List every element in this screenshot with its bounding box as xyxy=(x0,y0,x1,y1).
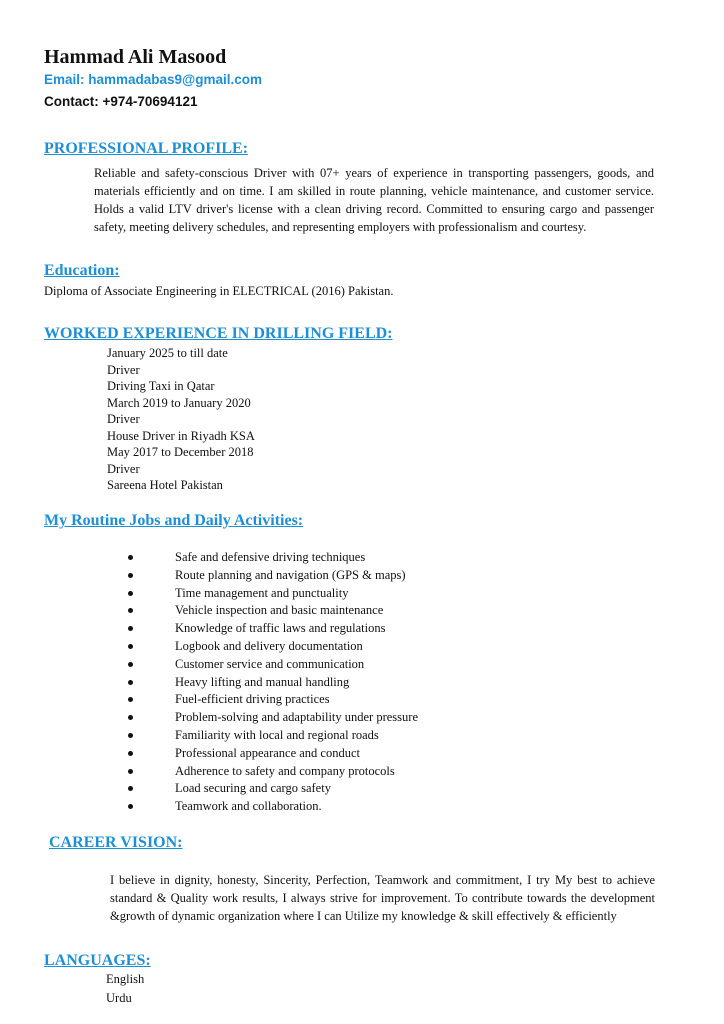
activity-item: Teamwork and collaboration. xyxy=(175,799,322,814)
bullet-icon xyxy=(128,804,133,809)
career-vision-heading: CAREER VISION: xyxy=(49,834,183,851)
bullet-icon xyxy=(128,591,133,596)
bullet-icon xyxy=(128,769,133,774)
contact-number: Contact: +974-70694121 xyxy=(44,94,198,109)
activity-item: Load securing and cargo safety xyxy=(175,781,331,796)
experience-heading: WORKED EXPERIENCE IN DRILLING FIELD: xyxy=(44,325,393,342)
bullet-icon xyxy=(128,555,133,560)
bullet-icon xyxy=(128,644,133,649)
bullet-icon xyxy=(128,573,133,578)
experience-line: March 2019 to January 2020 xyxy=(107,395,251,410)
experience-line: Driver xyxy=(107,412,140,426)
email-address: Email: hammadabas9@gmail.com xyxy=(44,72,262,87)
activity-item: Professional appearance and conduct xyxy=(175,745,360,760)
bullet-icon xyxy=(128,733,133,738)
bullet-icon xyxy=(128,662,133,667)
experience-line: January 2025 to till date xyxy=(107,346,228,360)
activity-item: Heavy lifting and manual handling xyxy=(175,674,350,689)
languages-heading: LANGUAGES: xyxy=(44,952,151,969)
activity-item: Fuel-efficient driving practices xyxy=(175,692,330,707)
experience-line: Sareena Hotel Pakistan xyxy=(107,478,223,492)
activity-item: Knowledge of traffic laws and regulations xyxy=(175,621,386,636)
activity-item: Customer service and communication xyxy=(175,656,365,671)
language-item: English xyxy=(106,972,145,986)
bullet-icon xyxy=(128,626,133,631)
activity-item: Safe and defensive driving techniques xyxy=(175,550,366,564)
candidate-name: Hammad Ali Masood xyxy=(44,46,227,68)
bullet-icon xyxy=(128,608,133,613)
career-vision-text: I believe in dignity, honesty, Sincerity, Perfection, Teamwork and commitment, I try My best to achieve standard & Quality work results, I always strive for improvement. To contribute towards the development &growth of dynamic organization where I can Utilize my knowledge & skill effectively & efficiently xyxy=(110,873,655,923)
professional-profile-text: Reliable and safety-conscious Driver with 07+ years of experience in transporting passengers, goods, and materials efficiently and on time. I am skilled in route planning, vehicle maintenance, and customer service. Holds a valid LTV driver's license with a clean driving record. Committed to ensuring cargo and passenger safety, meeting delivery schedules, and representing employers with professionalism and courtesy. xyxy=(94,166,654,234)
bullet-icon xyxy=(128,786,133,791)
education-heading: Education: xyxy=(44,262,120,279)
experience-line: Driver xyxy=(107,461,140,476)
activity-item: Route planning and navigation (GPS & maps) xyxy=(175,567,406,582)
language-item: Urdu xyxy=(106,991,132,1005)
activity-item: Adherence to safety and company protocols xyxy=(175,763,395,778)
activities-heading: My Routine Jobs and Daily Activities: xyxy=(44,512,304,529)
activity-item: Logbook and delivery documentation xyxy=(175,639,363,653)
activity-item: Familiarity with local and regional roads xyxy=(175,728,379,742)
experience-line: May 2017 to December 2018 xyxy=(107,445,254,459)
bullet-icon xyxy=(128,751,133,756)
professional-profile-heading: PROFESSIONAL PROFILE: xyxy=(44,140,249,157)
experience-line: Driving Taxi in Qatar xyxy=(107,379,215,393)
experience-line: House Driver in Riyadh KSA xyxy=(107,428,255,443)
experience-line: Driver xyxy=(107,362,140,377)
activity-item: Vehicle inspection and basic maintenance xyxy=(175,603,384,618)
bullet-icon xyxy=(128,697,133,702)
bullet-icon xyxy=(128,715,133,720)
education-text: Diploma of Associate Engineering in ELECTRICAL (2016) Pakistan. xyxy=(44,284,394,298)
bullet-icon xyxy=(128,680,133,685)
activity-item: Time management and punctuality xyxy=(175,585,349,600)
activity-item: Problem-solving and adaptability under pressure xyxy=(175,710,418,725)
